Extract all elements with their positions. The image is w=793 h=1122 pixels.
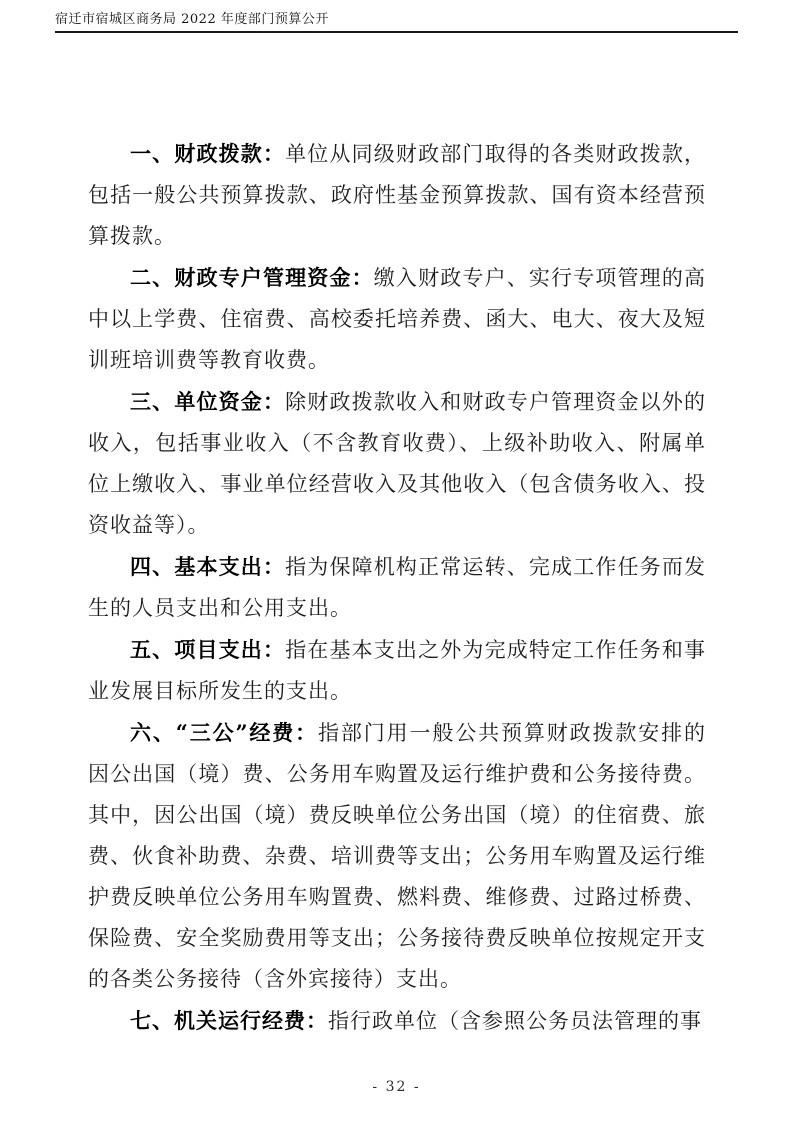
paragraph xyxy=(88,629,706,712)
paragraph-lead: 四、基本支出： xyxy=(130,554,286,579)
document-body xyxy=(88,133,706,1042)
paragraph xyxy=(88,257,706,381)
paragraph xyxy=(88,381,706,546)
header-title: 宿迁市宿城区商务局 2022 年度部门预算公开 xyxy=(55,12,329,27)
paragraph-lead: 一、财政拨款： xyxy=(130,141,286,166)
paragraph xyxy=(88,712,706,1000)
page-number: - 32 - xyxy=(372,1079,421,1095)
paragraph-lead: 六、“三公”经费： xyxy=(130,720,319,745)
header-rule xyxy=(55,31,738,33)
paragraph-text: 单位从同级财政部门取得的各类财政拨款，包括一般公共预算拨款、政府性基金预算拨款、国有资本经营预算拨款。 xyxy=(88,142,707,248)
paragraph-text: 指在基本支出之外为完成特定工作任务和事业发展目标所发生的支出。 xyxy=(88,638,707,703)
page-footer xyxy=(0,1076,793,1095)
paragraph-text: 指为保障机构正常运转、完成工作任务而发生的人员支出和公用支出。 xyxy=(88,555,707,620)
paragraph-lead: 七、机关运行经费： xyxy=(130,1008,328,1033)
paragraph-lead: 五、项目支出： xyxy=(130,637,286,662)
paragraph xyxy=(88,1000,706,1042)
paragraph-lead: 三、单位资金： xyxy=(130,389,286,414)
paragraph-text: 指行政单位（含参照公务员法管理的事 xyxy=(328,1009,702,1033)
paragraph-text: 指部门用一般公共预算财政拨款安排的因公出国（境）费、公务用车购置及运行维护费和公务接待费。其中，因公出国（境）费反映单位公务出国（境）的住宿费、旅费、伙食补助费、杂费、培训费等支出；公务用车购置及运行维护费反映单位公务用车购置费、燃料费、维修费、过路过桥费、保险费、安全奖励费用等支出；公务接待费反映单位按规定开支的各类公务接待（含外宾接待）支出。 xyxy=(88,721,706,991)
paragraph xyxy=(88,546,706,629)
paragraph-text: 缴入财政专户、实行专项管理的高中以上学费、住宿费、高校委托培养费、函大、电大、夜大及短训班培训费等教育收费。 xyxy=(88,266,707,372)
page-header xyxy=(55,12,738,33)
paragraph-lead: 二、财政专户管理资金： xyxy=(130,265,374,290)
paragraph xyxy=(88,133,706,257)
paragraph-text: 除财政拨款收入和财政专户管理资金以外的收入，包括事业收入（不含教育收费）、上级补助收入、附属单位上缴收入、事业单位经营收入及其他收入（包含债务收入、投资收益等）。 xyxy=(88,390,707,537)
